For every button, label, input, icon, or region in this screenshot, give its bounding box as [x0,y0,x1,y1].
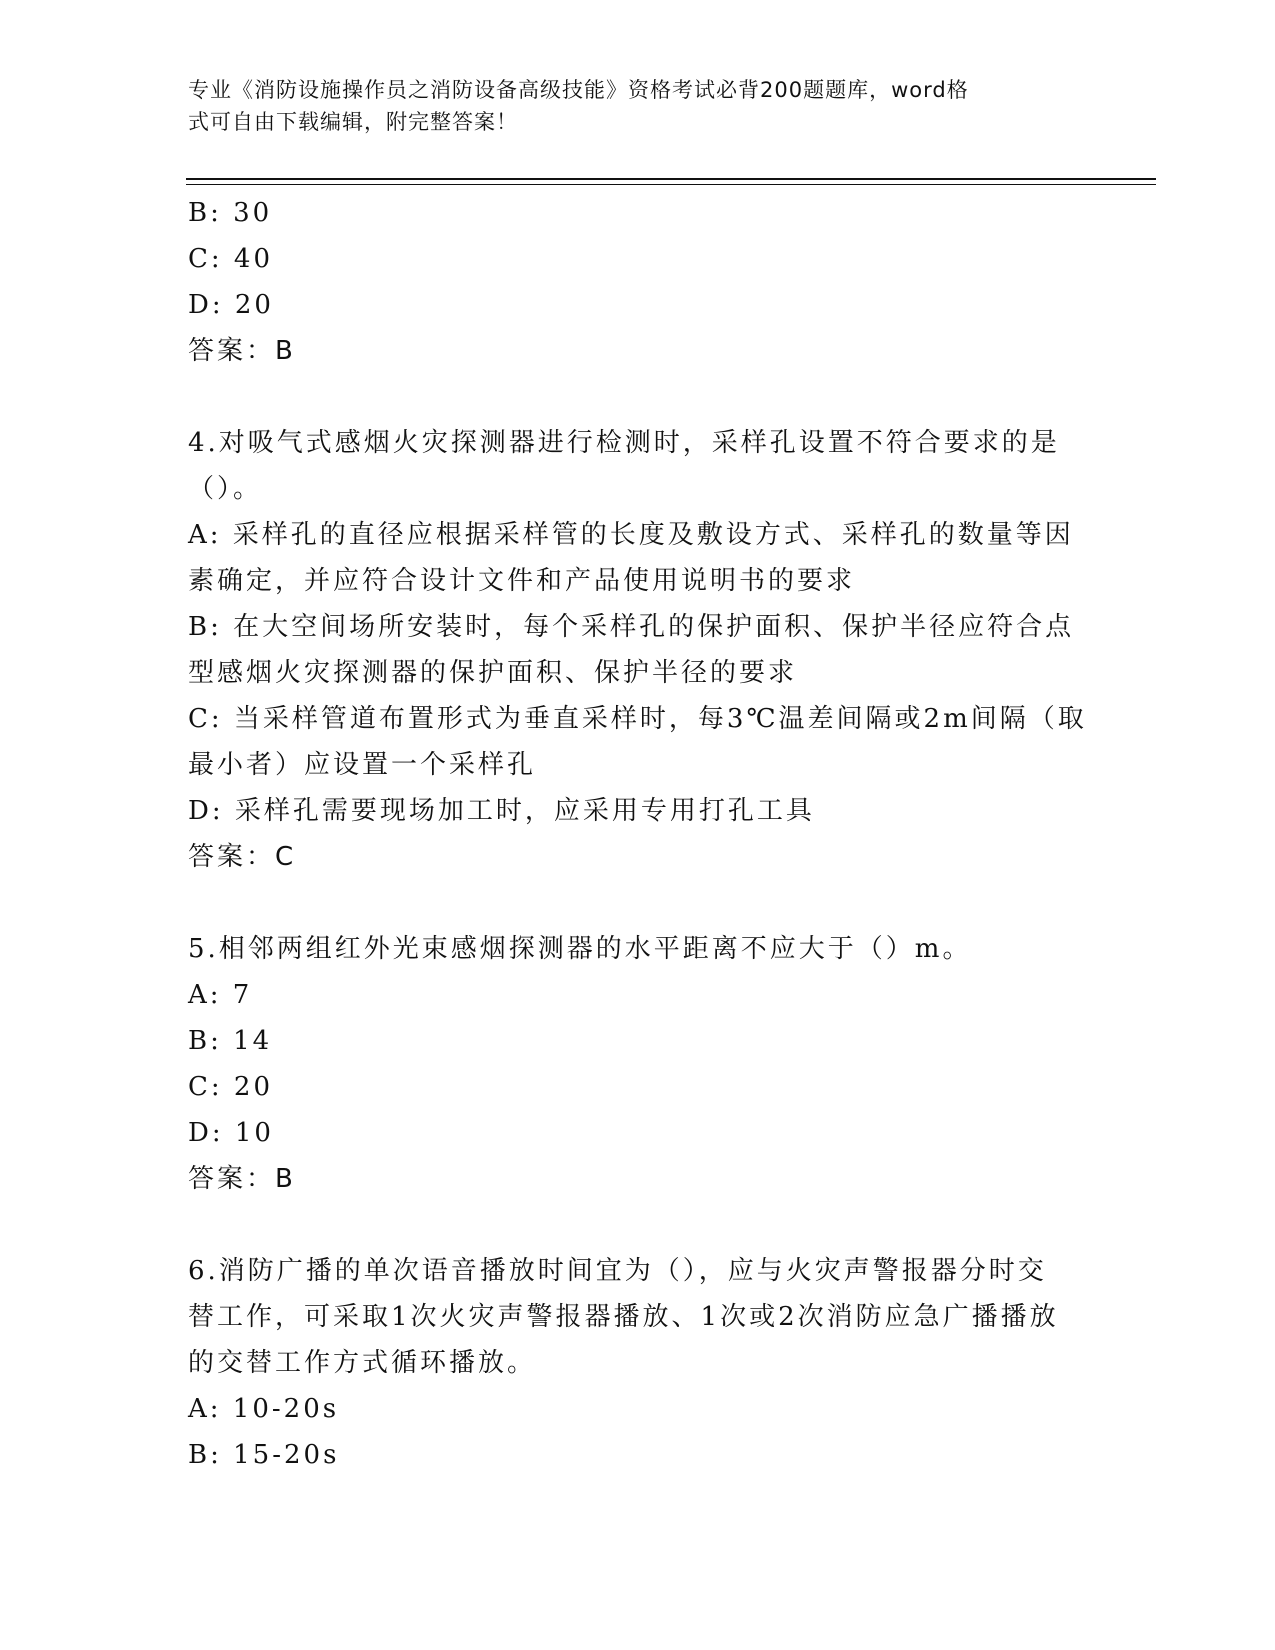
option-a: 素确定，并应符合设计文件和产品使用说明书的要求 [188,566,856,596]
header-rule-thick [186,178,1156,180]
question-stem: 5.相邻两组红外光束感烟探测器的水平距离不应大于（）m。 [188,934,972,964]
question-body [188,190,1088,1478]
option-b: B: 14 [188,1026,273,1056]
question-stem: 替工作，可采取1次火灾声警报器播放、1次或2次消防应急广播播放 [188,1302,1059,1332]
option-c: C: 当采样管道布置形式为垂直采样时，每3℃温差间隔或2m间隔（取 [188,704,1087,734]
page-header [188,74,1068,138]
option-c: 最小者）应设置一个采样孔 [188,750,537,780]
option-a: A: 采样孔的直径应根据采样管的长度及敷设方式、采样孔的数量等因 [188,520,1074,550]
answer-line: 答案：B [188,1164,296,1194]
option-d: D: 20 [188,290,274,320]
header-title-line-1: 专业《消防设施操作员之消防设备高级技能》资格考试必背200题题库，word格 [188,78,969,102]
option-b: B: 15-20s [188,1440,340,1470]
option-b: B: 30 [188,198,273,228]
question-stem: 的交替工作方式循环播放。 [188,1348,537,1378]
option-c: C: 40 [188,244,274,274]
option-b: B: 在大空间场所安装时，每个采样孔的保护面积、保护半径应符合点 [188,612,1075,642]
option-a: A: 7 [188,980,253,1010]
spacer [188,374,1088,420]
question-4 [188,420,1088,880]
question-stem: （）。 [188,474,263,504]
header-rule-thin [186,184,1156,185]
option-a: A: 10-20s [188,1394,340,1424]
header-title-line-2: 式可自由下载编辑，附完整答案！ [188,110,518,134]
option-d: D: 采样孔需要现场加工时，应采用专用打孔工具 [188,796,815,826]
option-d: D: 10 [188,1118,274,1148]
answer-line: 答案：B [188,336,296,366]
question-stem: 4.对吸气式感烟火灾探测器进行检测时，采样孔设置不符合要求的是 [188,428,1060,458]
spacer [188,880,1088,926]
option-b: 型感烟火灾探测器的保护面积、保护半径的要求 [188,658,798,688]
question-5 [188,926,1088,1202]
question-3-tail [188,190,1088,374]
answer-line: 答案：C [188,842,297,872]
question-6 [188,1248,1088,1478]
option-c: C: 20 [188,1072,274,1102]
question-stem: 6.消防广播的单次语音播放时间宜为（），应与火灾声警报器分时交 [188,1256,1047,1286]
spacer [188,1202,1088,1248]
